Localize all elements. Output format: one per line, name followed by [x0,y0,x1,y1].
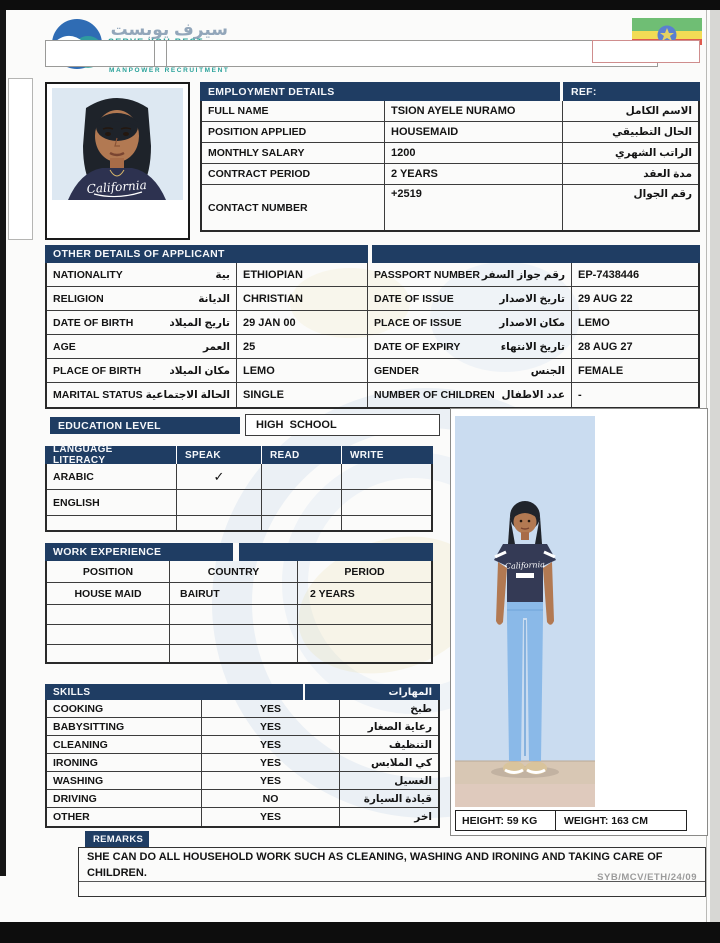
header-field-divider-2 [166,40,167,67]
ll-write [342,464,431,490]
od-label-ar: الجنس [530,364,565,377]
remarks-title: REMARKS [85,831,149,847]
employment-label-arabic: رقم الجوال [633,188,692,200]
od-label-en: RELIGION [53,292,104,305]
employment-label: FULL NAME [202,101,385,122]
od-value: LEMO [572,311,698,335]
od-value: EP-7438446 [572,263,698,287]
we-period [298,645,431,662]
od-value: SINGLE [237,383,368,407]
full-body-photo [455,416,595,807]
we-header: COUNTRY [170,561,298,583]
we-period [298,605,431,625]
od-label-en: MARITAL STATUS [53,389,143,401]
skill-value: NO [202,790,340,808]
od-label-ar: تاريخ الاصدار [499,292,565,305]
header-ref-box [592,40,700,63]
employment-title: EMPLOYMENT DETAILS [200,82,560,101]
employment-value: 2 YEARS [385,164,563,185]
work-experience-table [45,543,433,664]
ll-write [342,516,431,530]
od-label-ar: الحالة الاجتماعية [145,389,230,401]
employment-label-arabic: الراتب الشهري [563,143,698,164]
od-label-en: AGE [53,340,76,353]
skill-name-arabic: قيادة السيارة [340,790,438,808]
work-experience-title-spacer [239,543,433,561]
employment-label-arabic: الاسم الكامل [563,101,698,122]
od-label-en: PASSPORT NUMBER [374,268,480,281]
skill-name: IRONING [47,754,202,772]
od-label-en: PLACE OF BIRTH [53,364,142,377]
od-label-ar: تاريخ الانتهاء [500,340,565,353]
od-value: 25 [237,335,368,359]
ll-header: LANGUAGE LITERACY [45,446,177,464]
ll-header: READ [262,446,342,464]
svg-text:California: California [86,177,148,197]
skill-value: YES [202,736,340,754]
skill-name: BABYSITTING [47,718,202,736]
ll-header: WRITE [342,446,433,464]
od-label-ar: عدد الاطفال [501,389,565,401]
portrait-photo-frame [45,82,190,240]
employment-table [200,82,700,232]
od-value: FEMALE [572,359,698,383]
scan-edge-left [0,10,6,876]
we-position [47,605,170,625]
scan-edge-right [710,10,720,922]
od-label-en: NATIONALITY [53,268,123,281]
employment-label: CONTRACT PERIOD [202,164,385,185]
we-country: BAIRUT [170,583,298,605]
we-country [170,605,298,625]
od-label-ar: رقم جواز السفر [481,268,565,281]
ll-language [47,516,177,530]
skill-value: YES [202,754,340,772]
svg-text:California: California [504,559,546,572]
header-field-strip [45,40,658,67]
employment-value: +2519 [385,185,563,230]
skill-name: OTHER [47,808,202,826]
skill-name-arabic: اخر [414,811,432,823]
agency-tagline: MANPOWER RECRUITMENT [109,67,230,74]
skill-value: YES [202,808,340,826]
od-label-ar: الديانة [198,292,230,305]
od-value: 28 AUG 27 [572,335,698,359]
other-details-title: OTHER DETAILS OF APPLICANT [45,245,368,263]
od-label-ar: العمر [202,340,230,353]
agency-name-arabic: سيرف يوبست [110,20,228,39]
remarks-box [78,847,706,897]
od-value: LEMO [237,359,368,383]
od-label-en: DATE OF BIRTH [53,316,134,329]
employment-value: TSION AYELE NURAMO [385,101,563,122]
skill-name: DRIVING [47,790,202,808]
header-field-divider-1 [154,40,155,67]
ll-speak [177,490,262,516]
skills-title-arabic: المهارات [305,684,440,700]
we-header: POSITION [47,561,170,583]
we-country [170,645,298,662]
ll-read [262,490,342,516]
we-position: HOUSE MAID [47,583,170,605]
we-position [47,625,170,645]
od-value: CHRISTIAN [237,287,368,311]
od-label-en: PLACE OF ISSUE [374,316,462,329]
skill-name: WASHING [47,772,202,790]
ll-speak [177,516,262,530]
ll-header: SPEAK [177,446,262,464]
bottom-black-bar [0,922,720,943]
skill-value: YES [202,718,340,736]
we-period: 2 YEARS [298,583,431,605]
ll-language: ENGLISH [47,490,177,516]
ll-language: ARABIC [47,464,177,490]
od-value: 29 JAN 00 [237,311,368,335]
od-label-en: DATE OF EXPIRY [374,340,461,353]
weight-value: WEIGHT: 163 CM [564,814,649,827]
od-label-ar: مكان الميلاد [169,364,230,377]
od-label-ar: بية [215,268,230,281]
ll-speak: ✓ [177,464,262,490]
language-literacy-table [45,446,433,532]
we-position [47,645,170,662]
od-value: - [578,389,582,401]
od-label-en: GENDER [374,364,419,377]
employment-value: HOUSEMAID [385,122,563,143]
margin-box [8,78,33,240]
we-period [298,625,431,645]
physique-row [455,810,687,831]
ll-read [262,464,342,490]
employment-label: MONTHLY SALARY [202,143,385,164]
od-label-ar: تاريج الميلاد [169,316,230,329]
education-label: EDUCATION LEVEL [50,417,240,434]
document-ref-code: SYB/MCV/ETH/24/09 [597,872,697,883]
employment-ref-label: REF: [563,82,700,101]
employment-value: 1200 [385,143,563,164]
skill-name: COOKING [47,700,202,718]
skill-name-arabic: التنظيف [340,736,438,754]
skills-title: SKILLS [45,684,303,700]
skill-name-arabic: كي الملابس [340,754,438,772]
employment-label-arabic: مدة العقد [563,164,698,185]
we-country [170,625,298,645]
work-experience-title: WORK EXPERIENCE [45,543,233,561]
remarks-text: SHE CAN DO ALL HOUSEHOLD WORK SUCH AS CLEANING, WASHING AND IRONING AND TAKING CARE OF CHILDREN. [87,851,663,879]
od-label-en: NUMBER OF CHILDREN [374,389,495,401]
skill-name: CLEANING [47,736,202,754]
ll-write [342,490,431,516]
education-value: HIGH SCHOOL [245,414,440,436]
od-label-en: DATE OF ISSUE [374,292,454,305]
other-details-title-spacer [372,245,700,263]
portrait-photo [52,88,183,200]
height-value: HEIGHT: 59 KG [456,811,556,830]
od-value: 29 AUG 22 [572,287,698,311]
skill-value: YES [202,700,340,718]
skill-name-arabic: الغسيل [340,772,438,790]
skill-name-arabic: طبخ [340,700,438,718]
ll-read [262,516,342,530]
od-value: ETHIOPIAN [237,263,368,287]
od-label-ar: مكان الاصدار [499,316,565,329]
employment-label: POSITION APPLIED [202,122,385,143]
skills-table [45,684,440,828]
skill-value: YES [202,772,340,790]
skill-name-arabic: رعاية الصغار [340,718,438,736]
employment-label-arabic: الحال التطبيقي [563,122,698,143]
top-black-bar [0,0,720,10]
employment-label: CONTACT NUMBER [202,185,385,230]
other-details-table [45,245,700,409]
we-header: PERIOD [298,561,431,583]
